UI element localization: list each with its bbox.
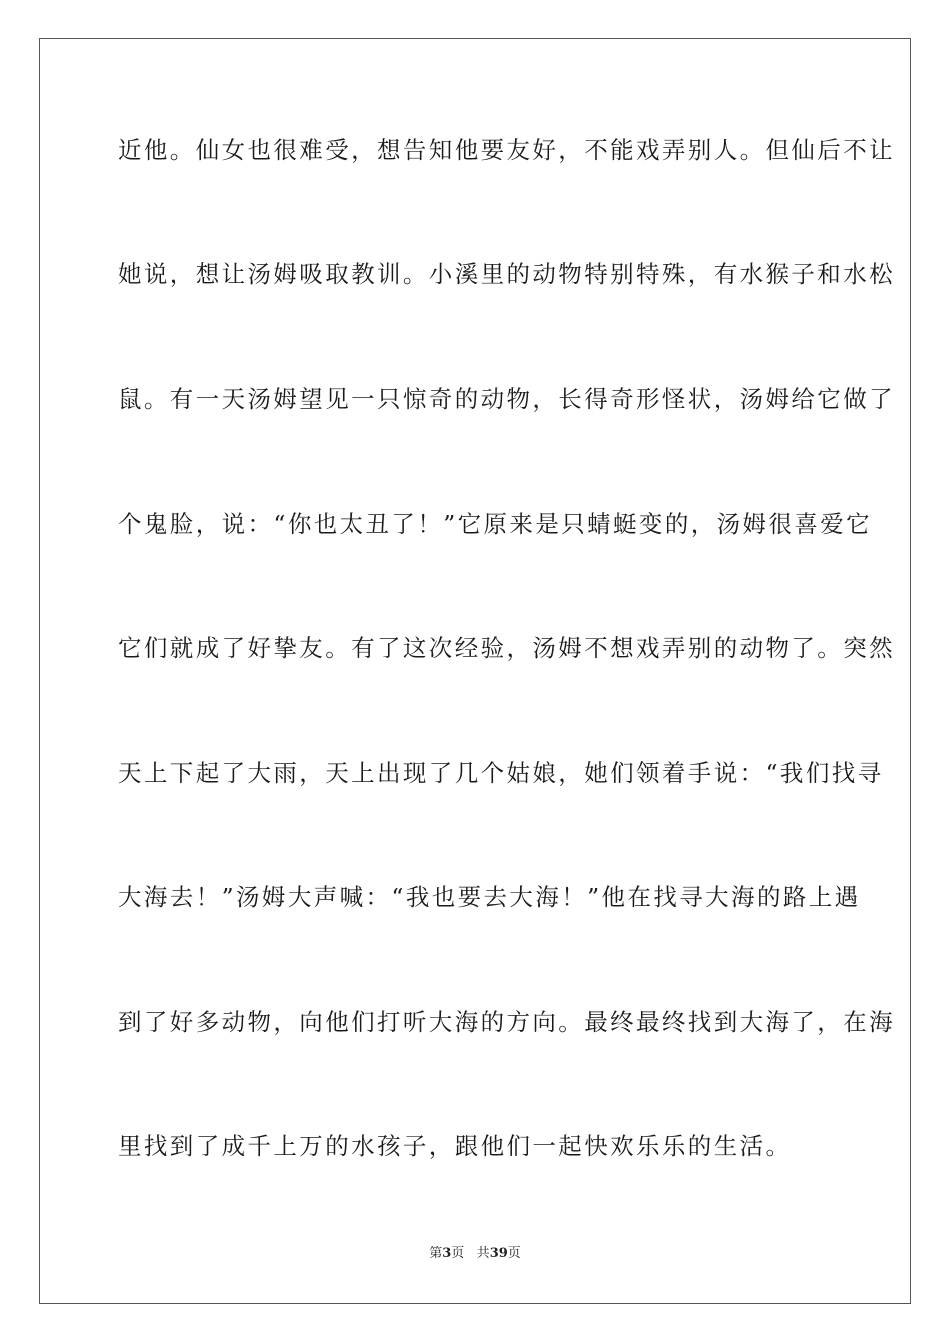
total-prefix: 共 <box>476 1246 490 1261</box>
page-border <box>39 38 911 1304</box>
page-prefix: 第 <box>429 1246 443 1261</box>
body-text-line-7: 大海去！”汤姆大声喊：“我也要去大海！”他在找寻大海的路上遇 <box>118 883 861 911</box>
total-suffix: 页 <box>507 1246 521 1261</box>
body-text-line-8: 到了好多动物，向他们打听大海的方向。最终最终找到大海了，在海 <box>118 1008 895 1036</box>
body-text-line-9: 里找到了成千上万的水孩子，跟他们一起快欢乐乐的生活。 <box>118 1132 792 1160</box>
body-text-line-6: 天上下起了大雨，天上出现了几个姑娘，她们领着手说：“我们找寻 <box>118 759 884 787</box>
body-text-line-2: 她说，想让汤姆吸取教训。小溪里的动物特别特殊，有水猴子和水松 <box>118 260 895 288</box>
total-pages: 39 <box>489 1246 508 1261</box>
body-text-line-5: 它们就成了好挚友。有了这次经验，汤姆不想戏弄别的动物了。突然 <box>118 634 895 662</box>
page-suffix: 页 <box>451 1246 465 1261</box>
page-footer <box>0 1245 950 1263</box>
body-text-line-4: 个鬼脸，说：“你也太丑了！”它原来是只蜻蜓变的，汤姆很喜爱它 <box>118 510 873 538</box>
page-number: 3 <box>442 1246 452 1261</box>
body-text-line-1: 近他。仙女也很难受，想告知他要友好，不能戏弄别人。但仙后不让 <box>118 136 895 164</box>
body-text-line-3: 鼠。有一天汤姆望见一只惊奇的动物，长得奇形怪状，汤姆给它做了 <box>118 385 895 413</box>
